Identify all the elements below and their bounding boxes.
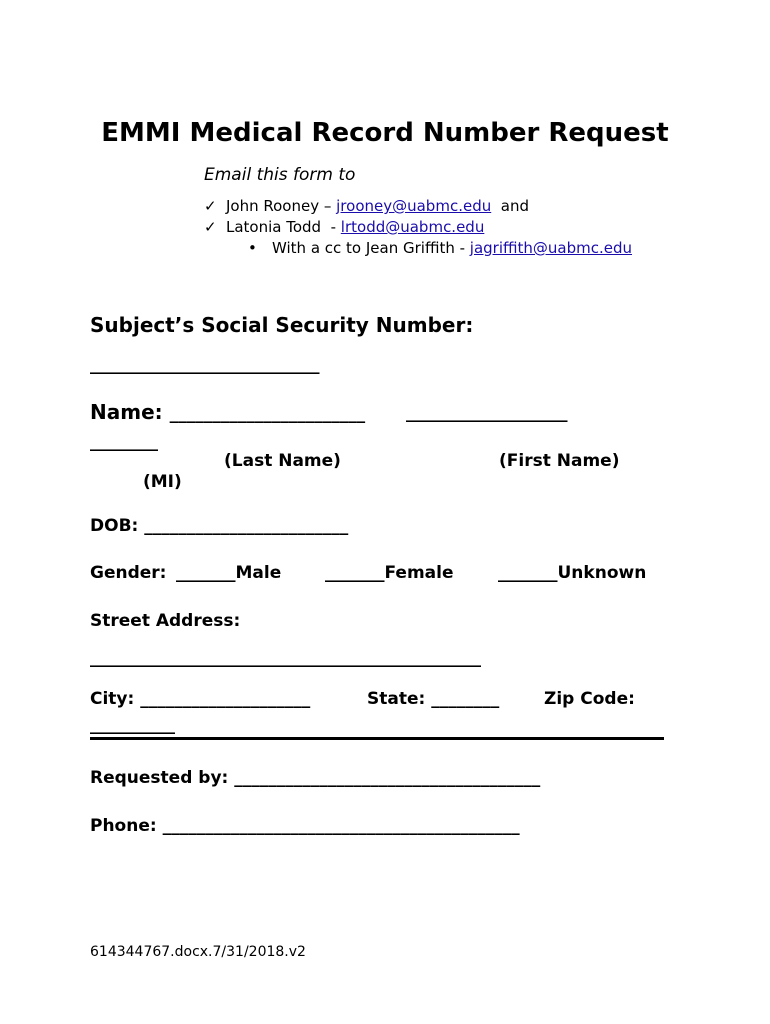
- contact-todd: [204, 218, 484, 236]
- checkmark-icon: ✓: [204, 197, 217, 215]
- contact-rooney: [204, 197, 529, 215]
- gender-label: Gender:: [90, 563, 167, 583]
- email-link-todd[interactable]: lrtodd@uabmc.edu: [340, 218, 485, 236]
- gender-male-option[interactable]: _______Male: [176, 563, 282, 583]
- checkmark-icon: ✓: [204, 218, 217, 236]
- contact-name: Latonia Todd -: [226, 218, 341, 236]
- mi-caption: (MI): [143, 472, 182, 492]
- city-row: [90, 689, 310, 709]
- mi-field[interactable]: ________: [90, 432, 158, 452]
- document-footer: 614344767.docx.7/31/2018.v2: [90, 944, 306, 960]
- name-row: [90, 400, 365, 424]
- zip-code-field[interactable]: __________: [90, 715, 175, 735]
- cc-text: With a cc to Jean Griffith -: [272, 239, 470, 257]
- name-label: Name:: [90, 400, 170, 424]
- email-link-rooney[interactable]: jrooney@uabmc.edu: [336, 197, 492, 215]
- requested-by-field[interactable]: ____________________________________: [234, 768, 541, 788]
- street-address-label: Street Address:: [90, 611, 241, 631]
- ssn-label: Subject’s Social Security Number:: [90, 313, 474, 337]
- phone-field[interactable]: __________________________________________: [162, 816, 520, 836]
- first-name-field[interactable]: ___________________: [406, 403, 568, 423]
- contact-suffix: and: [491, 197, 529, 215]
- phone-row: [90, 816, 520, 836]
- requested-by-row: [90, 768, 540, 788]
- city-label: City:: [90, 689, 141, 709]
- state-row: [367, 689, 499, 709]
- last-name-caption: (Last Name): [224, 451, 341, 471]
- state-label: State:: [367, 689, 432, 709]
- section-divider: [90, 737, 664, 740]
- dob-field[interactable]: ________________________: [144, 516, 349, 536]
- dob-label: DOB:: [90, 516, 145, 536]
- gender-unknown-option[interactable]: _______Unknown: [498, 563, 647, 583]
- gender-female-option[interactable]: _______Female: [325, 563, 454, 583]
- contact-cc: [248, 239, 632, 257]
- zip-code-label: Zip Code:: [544, 689, 635, 709]
- dob-row: [90, 516, 348, 536]
- email-link-griffith[interactable]: jagriffith@uabmc.edu: [469, 239, 633, 257]
- last-name-field[interactable]: _______________________: [169, 404, 366, 424]
- contact-name: John Rooney –: [226, 197, 337, 215]
- first-name-caption: (First Name): [499, 451, 620, 471]
- ssn-field[interactable]: ___________________________: [90, 355, 320, 375]
- city-field[interactable]: ____________________: [140, 689, 311, 709]
- state-field[interactable]: ________: [431, 689, 500, 709]
- form-title: EMMI Medical Record Number Request: [101, 118, 669, 148]
- street-address-field[interactable]: ______________________________________________: [90, 648, 481, 668]
- requested-by-label: Requested by:: [90, 768, 235, 788]
- phone-label: Phone:: [90, 816, 163, 836]
- bullet-icon: •: [248, 239, 257, 257]
- email-instructions: Email this form to: [204, 165, 356, 185]
